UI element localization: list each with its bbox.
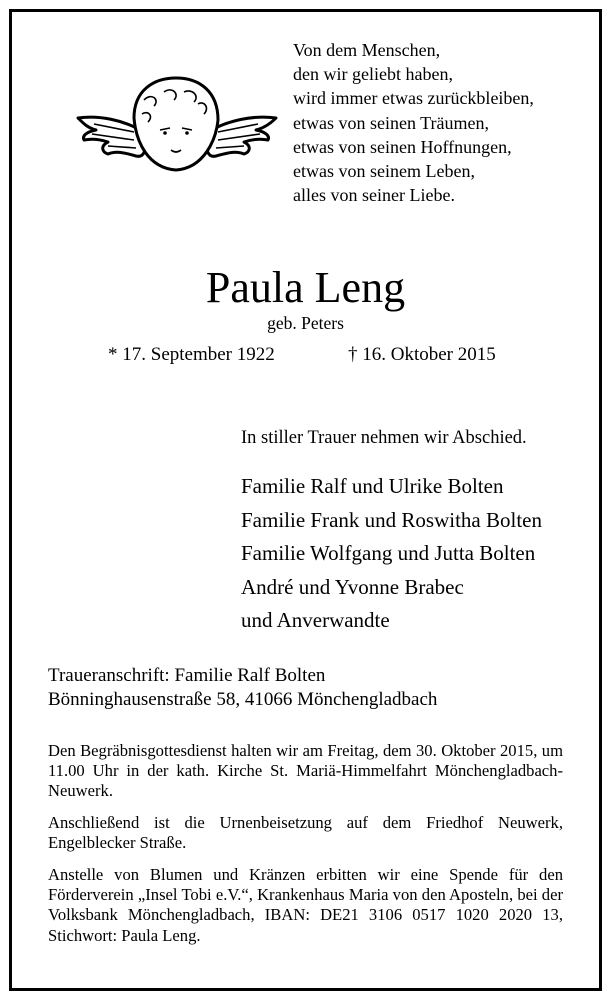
mourning-line: In stiller Trauer nehmen wir Abschied. bbox=[241, 428, 527, 448]
poem-line: Von dem Menschen, bbox=[293, 40, 441, 60]
mourning-address bbox=[48, 664, 437, 712]
mourner: André und Yvonne Brabec bbox=[241, 574, 464, 599]
poem-line: alles von seiner Liebe. bbox=[293, 185, 455, 206]
mourners-list bbox=[241, 470, 542, 638]
mourner: und Anverwandte bbox=[241, 608, 390, 633]
mourner: Familie Frank und Roswitha Bolten bbox=[241, 507, 542, 532]
poem-line: wird immer etwas zurückbleiben, bbox=[293, 88, 534, 109]
donation-paragraph: Anstelle von Blumen und Kränzen erbitten wir eine Spende für den Förderverein „Insel Tobi e.V.“, Krankenhaus Maria von den Aposteln, bei der Volksbank Mönchengladbach, IBAN: DE21 3106 0517 1020 2020 13, Stichwort: Paula Leng. bbox=[48, 865, 563, 945]
address-line: Bönninghausenstraße 58, 41066 Mönchengladbach bbox=[48, 689, 438, 710]
burial-paragraph: Anschließend ist die Urnenbeisetzung auf dem Friedhof Neuwerk, Engelblecker Straße. bbox=[48, 813, 563, 853]
memorial-poem bbox=[293, 38, 534, 207]
poem-line: etwas von seinem Leben, bbox=[293, 161, 475, 182]
address-line: Traueranschrift: Familie Ralf Bolten bbox=[48, 665, 326, 686]
cherub-angel-icon bbox=[74, 70, 278, 174]
poem-line: den wir geliebt haben, bbox=[293, 64, 453, 85]
birth-date: * 17. September 1922 bbox=[108, 344, 275, 365]
poem-line: etwas von seinen Träumen, bbox=[293, 112, 489, 133]
deceased-name: Paula Leng bbox=[205, 263, 406, 312]
funeral-service-paragraph: Den Begräbnisgottesdienst halten wir am Freitag, dem 30. Oktober 2015, um 11.00 Uhr in der kath. Kirche St. Mariä-Himmelfahrt Mönchengladbach-Neuwerk. bbox=[48, 741, 563, 801]
death-date: † 16. Oktober 2015 bbox=[348, 344, 496, 365]
poem-line: etwas von seinen Hoffnungen, bbox=[293, 136, 512, 157]
mourner: Familie Ralf und Ulrike Bolten bbox=[241, 474, 504, 498]
mourner: Familie Wolfgang und Jutta Bolten bbox=[241, 541, 536, 566]
maiden-name: geb. Peters bbox=[267, 313, 344, 333]
